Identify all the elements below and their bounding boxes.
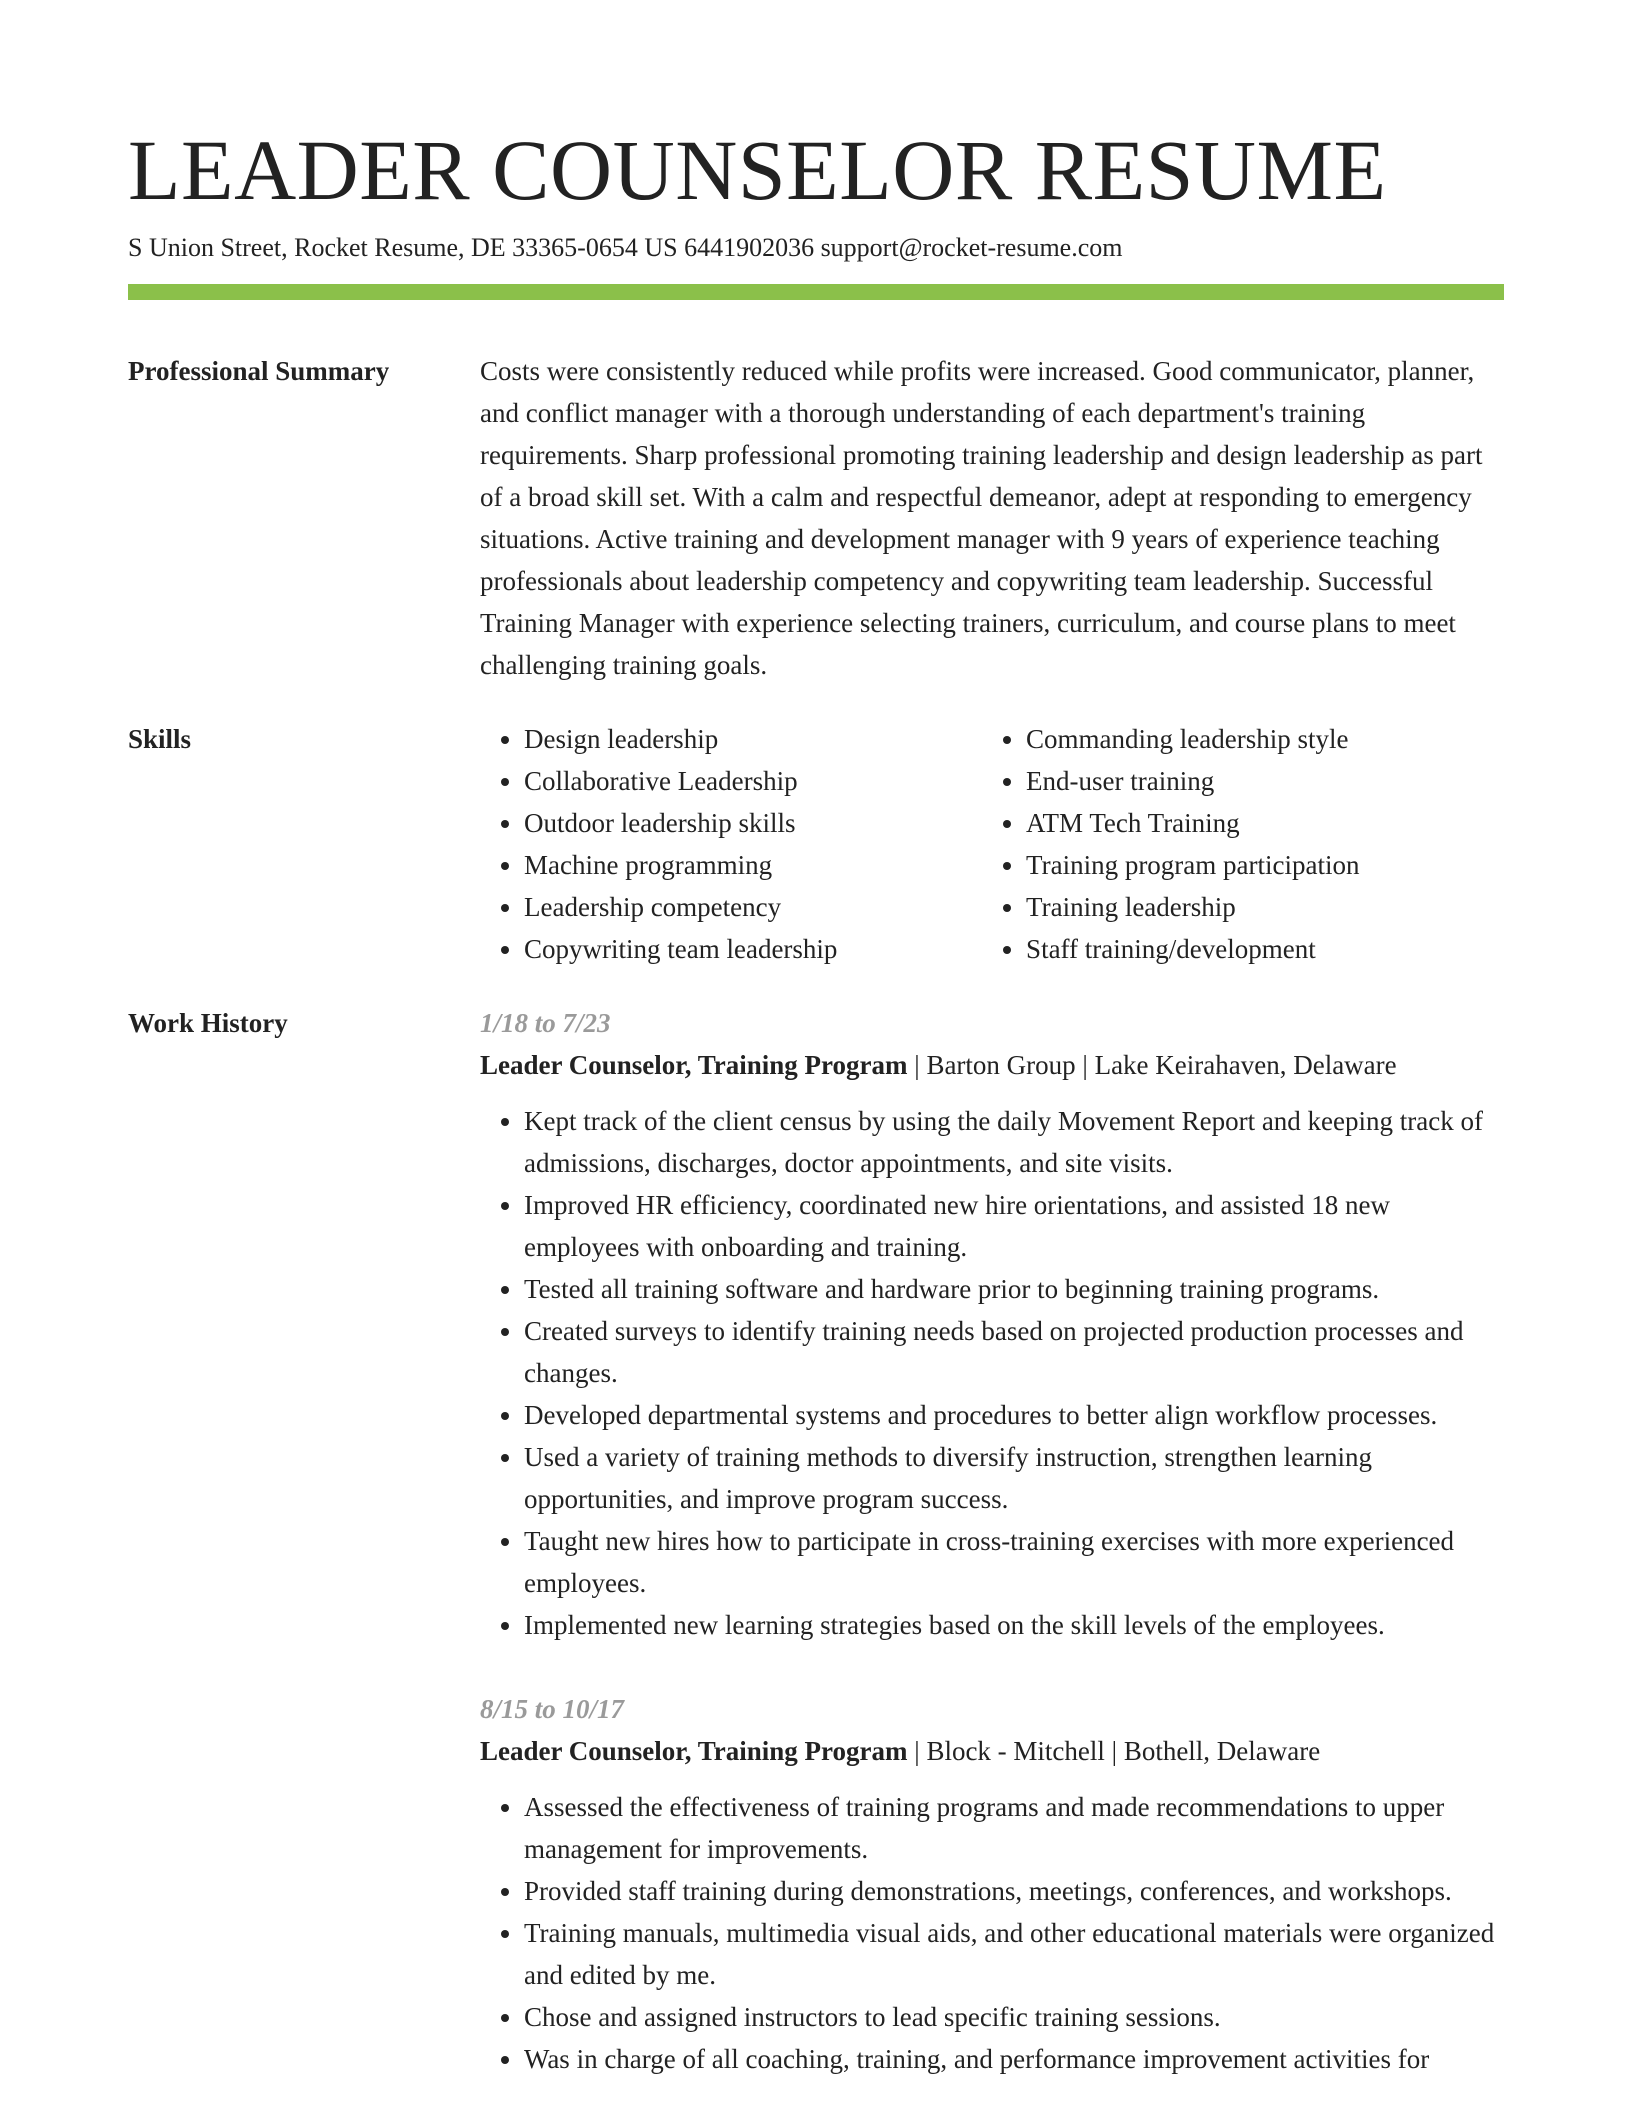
skill-item: • Staff training/development [1026, 928, 1504, 970]
job-separator: | [907, 1050, 927, 1080]
job-dates: 8/15 to 10/17 [480, 1694, 625, 1724]
job-separator: | [907, 1736, 927, 1766]
skills-list-right [982, 718, 1504, 970]
job-bullet: • Kept track of the client census by using the daily Movement Report and keeping track of admissions, discharges, doctor appointments, and site visits. [524, 1100, 1504, 1184]
skill-item: • ATM Tech Training [1026, 802, 1504, 844]
resume-title: LEADER COUNSELOR RESUME [128, 122, 1387, 218]
job-location: Lake Keirahaven, Delaware [1094, 1050, 1397, 1080]
job-bullet: • Training manuals, multimedia visual aids, and other educational materials were organized and edited by me. [524, 1912, 1504, 1996]
skills-list-left [480, 718, 982, 970]
job-bullet: • Implemented new learning strategies based on the skill levels of the employees. [524, 1604, 1504, 1646]
skill-item: • Training program participation [1026, 844, 1504, 886]
skill-item: • Leadership competency [524, 886, 982, 928]
job-location: Bothell, Delaware [1123, 1736, 1321, 1766]
job-bullet: • Was in charge of all coaching, training, and performance improvement activities for [524, 2038, 1504, 2080]
job-bullet: • Chose and assigned instructors to lead specific training sessions. [524, 1996, 1504, 2038]
job-bullet: • Improved HR efficiency, coordinated new hire orientations, and assisted 18 new employees with onboarding and training. [524, 1184, 1504, 1268]
job-title: Leader Counselor, Training Program [480, 1050, 908, 1080]
summary-text: Costs were consistently reduced while profits were increased. Good communicator, planner, and conflict manager with a thorough understanding of each department's training requirements. Sharp professional promoting training leadership and design leadership as part of a broad skill set. With a calm and respectful demeanor, adept at responding to emergency situations. Active training and development manager with 9 years of experience teaching professionals about leadership competency and copywriting team leadership. Successful Training Manager with experience selecting trainers, curriculum, and course plans to meet challenging training goals. [480, 356, 1483, 680]
contact-line: S Union Street, Rocket Resume, DE 33365-0654 US 6441902036 support@rocket-resume.com [128, 233, 1123, 262]
skills-section [128, 718, 1504, 970]
skill-item: • Outdoor leadership skills [524, 802, 982, 844]
skill-item: • Copywriting team leadership [524, 928, 982, 970]
job-bullet: • Taught new hires how to participate in cross-training exercises with more experienced employees. [524, 1520, 1504, 1604]
work-history-body [480, 1002, 1504, 2080]
work-history-section [128, 1002, 1504, 2080]
skill-item: • Training leadership [1026, 886, 1504, 928]
job-dates: 1/18 to 7/23 [480, 1008, 611, 1038]
job-entry [480, 1688, 1504, 2080]
job-entry [480, 1002, 1504, 1646]
job-company: Block - Mitchell [926, 1736, 1105, 1766]
job-bullet: • Created surveys to identify training needs based on projected production processes and changes. [524, 1310, 1504, 1394]
skill-item: • Collaborative Leadership [524, 760, 982, 802]
skill-item: • End-user training [1026, 760, 1504, 802]
job-bullet: • Tested all training software and hardware prior to beginning training programs. [524, 1268, 1504, 1310]
summary-label: Professional Summary [128, 356, 390, 386]
skill-item: • Machine programming [524, 844, 982, 886]
job-bullet: • Provided staff training during demonstrations, meetings, conferences, and workshops. [524, 1870, 1504, 1912]
skills-label: Skills [128, 724, 192, 754]
job-separator: | [1104, 1736, 1124, 1766]
job-bullet: • Used a variety of training methods to diversify instruction, strengthen learning opportunities, and improve program success. [524, 1436, 1504, 1520]
skill-item: • Design leadership [524, 718, 982, 760]
job-heading [480, 1730, 1504, 1772]
work-history-label: Work History [128, 1008, 288, 1038]
accent-divider [128, 284, 1504, 300]
job-heading [480, 1044, 1504, 1086]
job-bullet: • Assessed the effectiveness of training programs and made recommendations to upper management for improvements. [524, 1786, 1504, 1870]
skills-body [480, 718, 1504, 970]
skill-item: • Commanding leadership style [1026, 718, 1504, 760]
job-bullets [480, 1100, 1504, 1646]
summary-body [480, 350, 1504, 686]
summary-section [128, 350, 1504, 686]
resume-page [128, 0, 1504, 2080]
job-company: Barton Group [926, 1050, 1076, 1080]
job-title: Leader Counselor, Training Program [480, 1736, 908, 1766]
job-bullets [480, 1786, 1504, 2080]
job-separator: | [1075, 1050, 1095, 1080]
job-bullet: • Developed departmental systems and procedures to better align workflow processes. [524, 1394, 1504, 1436]
